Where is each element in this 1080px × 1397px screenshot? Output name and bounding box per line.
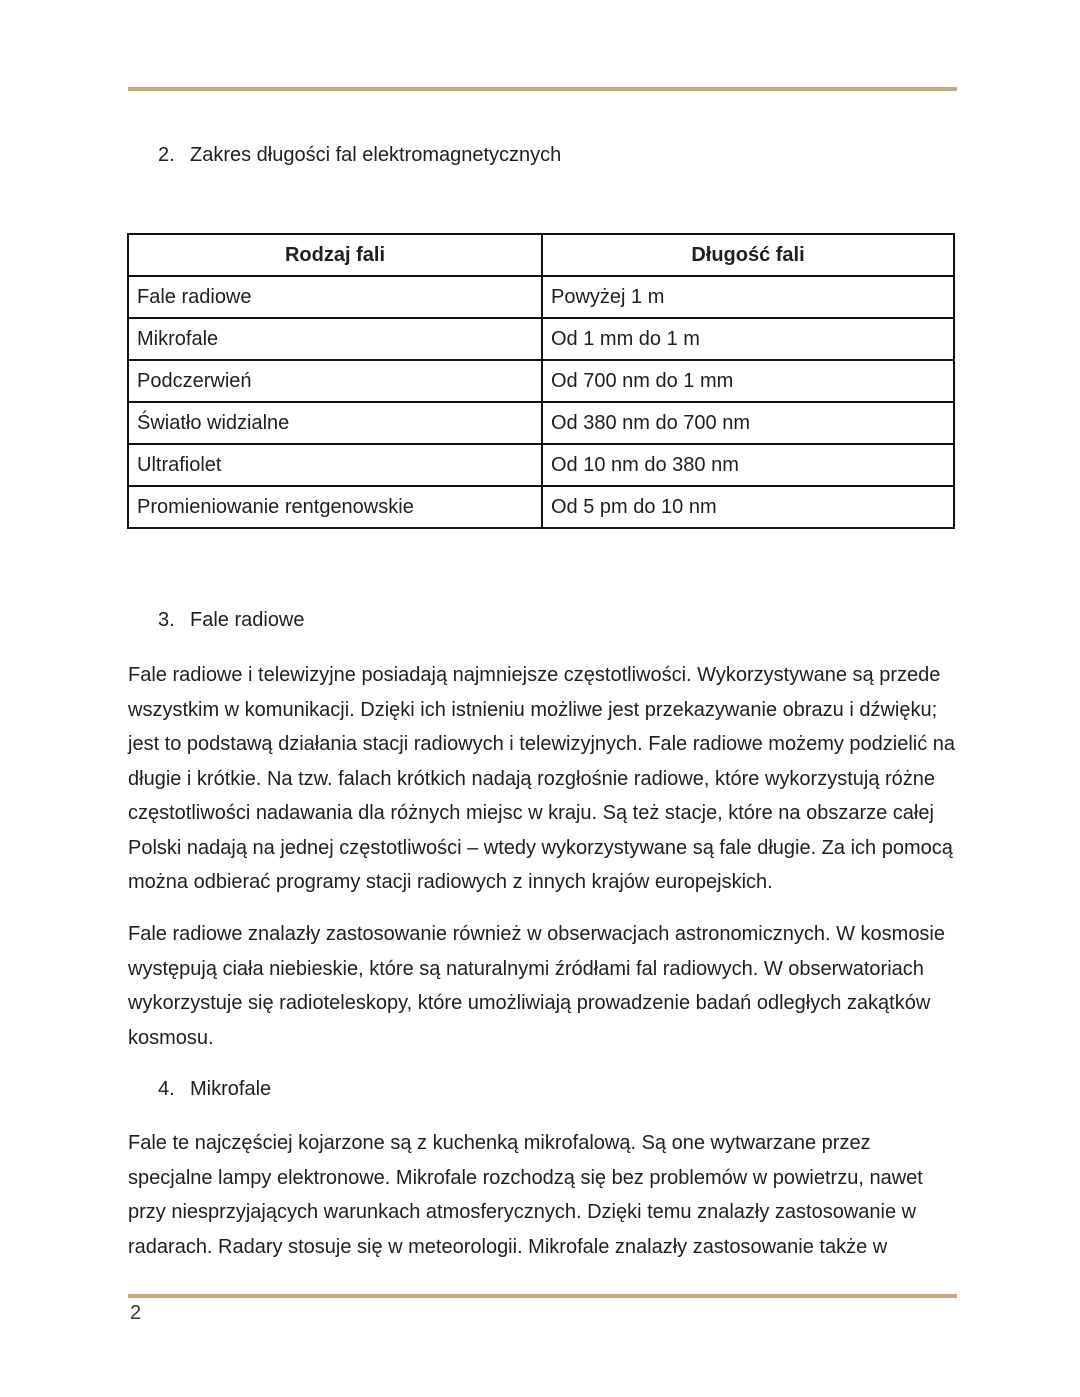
section-2-heading [158,144,561,167]
table-row [128,444,954,486]
wave-type-cell: Ultrafiolet [128,444,542,486]
section-4-heading [158,1078,271,1101]
section-number: 4. [158,1078,175,1100]
page-number: 2 [130,1302,142,1324]
microwaves-paragraph: Fale te najczęściej kojarzone są z kuchenką mikrofalową. Są one wytwarzane przez specjalne lampy elektronowe. Mikrofale rozchodzą się bez problemów w powietrzu, nawet przy niesprzyjających warunkach atmosferycznych. Dzięki temu znalazły zastosowanie w radarach. Radary stosuje się w meteorologii. Mikrofale znalazły zastosowanie także w [128,1132,923,1258]
wave-type-cell: Podczerwień [128,360,542,402]
wavelength-table [127,233,955,529]
section-title: Mikrofale [190,1078,272,1100]
column-header-wave-type: Rodzaj fali [128,234,542,276]
wave-type-cell: Światło widzialne [128,402,542,444]
wavelength-cell: Od 700 nm do 1 mm [542,360,954,402]
column-header-wavelength: Długość fali [542,234,954,276]
top-divider [128,87,957,91]
wave-type-cell: Fale radiowe [128,276,542,318]
wave-type-cell: Promieniowanie rentgenowskie [128,486,542,528]
table-row [128,486,954,528]
bottom-divider [128,1294,957,1298]
radio-waves-paragraph-2: Fale radiowe znalazły zastosowanie również w obserwacjach astronomicznych. W kosmosie występują ciała niebieskie, które są naturalnymi źródłami fal radiowych. W obserwatoriach wykorzystuje się radioteleskopy, które umożliwiają prowadzenie badań odległych zakątków kosmosu. [128,923,946,1049]
section-title: Fale radiowe [190,609,305,631]
wavelength-cell: Od 1 mm do 1 m [542,318,954,360]
radio-waves-paragraph-1: Fale radiowe i telewizyjne posiadają najmniejsze częstotliwości. Wykorzystywane są przede wszystkim w komunikacji. Dzięki ich istnieniu możliwe jest przekazywanie obrazu i dźwięku; jest to podstawą działania stacji radiowych i telewizyjnych. Fale radiowe możemy podzielić na długie i krótkie. Na tzw. falach krótkich nadają rozgłośnie radiowe, które wykorzystują różne częstotliwości nadawania dla różnych miejsc w kraju. Są też stacje, które na obszarze całej Polski nadają na jednej częstotliwości – wtedy wykorzystywane są fale długie. Za ich pomocą można odbierać programy stacji radiowych z innych krajów europejskich. [128,664,956,893]
section-number: 2. [158,144,175,166]
section-number: 3. [158,609,175,631]
wavelength-cell: Od 380 nm do 700 nm [542,402,954,444]
table-row [128,360,954,402]
table-row [128,318,954,360]
wavelength-cell: Od 10 nm do 380 nm [542,444,954,486]
table-header-row [128,234,954,276]
section-title: Zakres długości fal elektromagnetycznych [190,144,562,166]
section-3-heading [158,609,305,632]
table-row [128,276,954,318]
wavelength-cell: Powyżej 1 m [542,276,954,318]
wave-type-cell: Mikrofale [128,318,542,360]
wavelength-cell: Od 5 pm do 10 nm [542,486,954,528]
table-row [128,402,954,444]
